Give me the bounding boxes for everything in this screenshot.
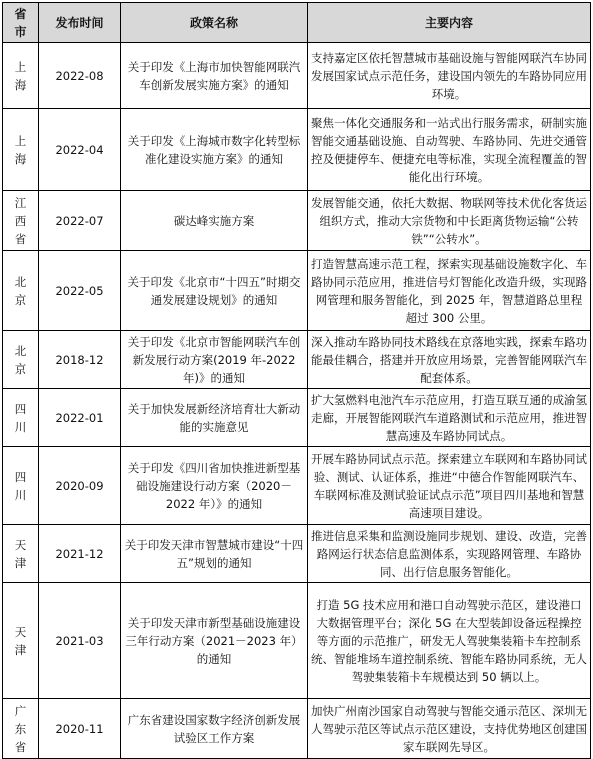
date-cell: 2018-12 — [39, 331, 121, 389]
province-cell: 天津 — [3, 525, 39, 583]
province-cell: 天津 — [3, 583, 39, 699]
header-policy-name: 政策名称 — [121, 3, 308, 43]
content-cell: 推进信息采集和监测设施同步规划、建设、改造，完善路网运行状态信息监测体系，实现路网管理、车路协同、出行信息服务智能化。 — [308, 525, 591, 583]
header-province-label: 省市 — [14, 6, 27, 39]
table-row — [3, 447, 591, 525]
province-cell: 上海 — [3, 109, 39, 191]
policy-name-cell: 碳达峰实施方案 — [121, 191, 308, 251]
policy-name-cell: 关于印发《四川省加快推进新型基础设施建设行动方案（2020－2022 年）》的通知 — [121, 447, 308, 525]
header-date: 发布时间 — [39, 3, 121, 43]
table-row — [3, 389, 591, 447]
date-cell: 2022-07 — [39, 191, 121, 251]
table-row — [3, 43, 591, 109]
date-cell: 2021-03 — [39, 583, 121, 699]
date-cell: 2020-09 — [39, 447, 121, 525]
content-cell: 扩大氢燃料电池汽车示范应用，打造互联互通的成渝氢走廊，开展智能网联汽车道路测试和示范应用，推进智慧高速及车路协同试点。 — [308, 389, 591, 447]
province-cell: 北京 — [3, 251, 39, 331]
table-row — [3, 251, 591, 331]
province-cell: 四川 — [3, 389, 39, 447]
table-header — [3, 3, 591, 43]
content-cell: 深入推动车路协同技术路线在京落地实践，探索车路功能最佳耦合，搭建并开放应用场景，完善智能网联汽车配套体系。 — [308, 331, 591, 389]
policy-name-cell: 关于印发《北京市智能网联汽车创新发展行动方案(2019 年-2022 年)》的通知 — [121, 331, 308, 389]
province-cell: 江西省 — [3, 191, 39, 251]
content-cell: 聚焦一体化交通服务和一站式出行服务需求，研制实施智能交通基础设施、自动驾驶、车路协同、先进交通管控及便捷停车、便捷充电等标准，实现全流程覆盖的智能化出行环境。 — [308, 109, 591, 191]
date-cell: 2021-12 — [39, 525, 121, 583]
policy-name-cell: 关于印发《上海城市数字化转型标准化建设实施方案》的通知 — [121, 109, 308, 191]
content-cell: 打造智慧高速示范工程，探索实现基础设施数字化、车路协同示范应用，推进信号灯智能化改造升级，实现路网管理和服务智能化，到 2025 年，智慧道路总里程超过 300 公里。 — [308, 251, 591, 331]
province-cell: 四川 — [3, 447, 39, 525]
table-row — [3, 583, 591, 699]
content-cell: 加快广州南沙国家自动驾驶与智能交通示范区、深圳无人驾驶示范区等试点示范区建设，支持优势地区创建国家车联网先导区。 — [308, 699, 591, 759]
table-body — [3, 43, 591, 759]
policy-name-cell: 关于加快发展新经济培育壮大新动能的实施意见 — [121, 389, 308, 447]
header-province — [3, 3, 39, 43]
table-row — [3, 331, 591, 389]
policy-name-cell: 广东省建设国家数字经济创新发展试验区工作方案 — [121, 699, 308, 759]
content-cell: 支持嘉定区依托智慧城市基础设施与智能网联汽车协同发展国家试点示范任务，建设国内领先的车路协同应用环境。 — [308, 43, 591, 109]
policy-name-cell: 关于印发天津市智慧城市建设“十四五”规划的通知 — [121, 525, 308, 583]
content-cell: 发展智能交通，依托大数据、物联网等技术优化客货运组织方式，推动大宗货物和中长距离货物运输“公转铁”“公转水”。 — [308, 191, 591, 251]
policy-table — [2, 2, 591, 759]
province-cell: 北京 — [3, 331, 39, 389]
table-row — [3, 109, 591, 191]
content-cell: 开展车路协同试点示范。探索建立车联网和车路协同试验、测试、认证体系，推进“中德合作智能网联汽车、车联网标准及测试验证试点示范”项目四川基地和智慧高速项目建设。 — [308, 447, 591, 525]
date-cell: 2022-08 — [39, 43, 121, 109]
date-cell: 2022-05 — [39, 251, 121, 331]
table-row — [3, 699, 591, 759]
policy-name-cell: 关于印发天津市新型基础设施建设三年行动方案（2021－2023 年）的通知 — [121, 583, 308, 699]
header-main-content: 主要内容 — [308, 3, 591, 43]
content-cell: 打造 5G 技术应用和港口自动驾驶示范区，建设港口大数据管理平台；深化 5G 在大型装卸设备远程操控等方面的示范推广，研发无人驾驶集装箱卡车控制系统、智能堆场车道控制系统、智能车路协同系统，无人驾驶集装箱卡车规模达到 50 辆以上。 — [308, 583, 591, 699]
policy-name-cell: 关于印发《北京市“十四五”时期交通发展建设规划》的通知 — [121, 251, 308, 331]
policy-name-cell: 关于印发《上海市加快智能网联汽车创新发展实施方案》的通知 — [121, 43, 308, 109]
date-cell: 2022-04 — [39, 109, 121, 191]
province-cell: 广东省 — [3, 699, 39, 759]
header-row — [3, 3, 591, 43]
province-cell: 上海 — [3, 43, 39, 109]
table-row — [3, 191, 591, 251]
date-cell: 2022-01 — [39, 389, 121, 447]
date-cell: 2020-11 — [39, 699, 121, 759]
table-row — [3, 525, 591, 583]
